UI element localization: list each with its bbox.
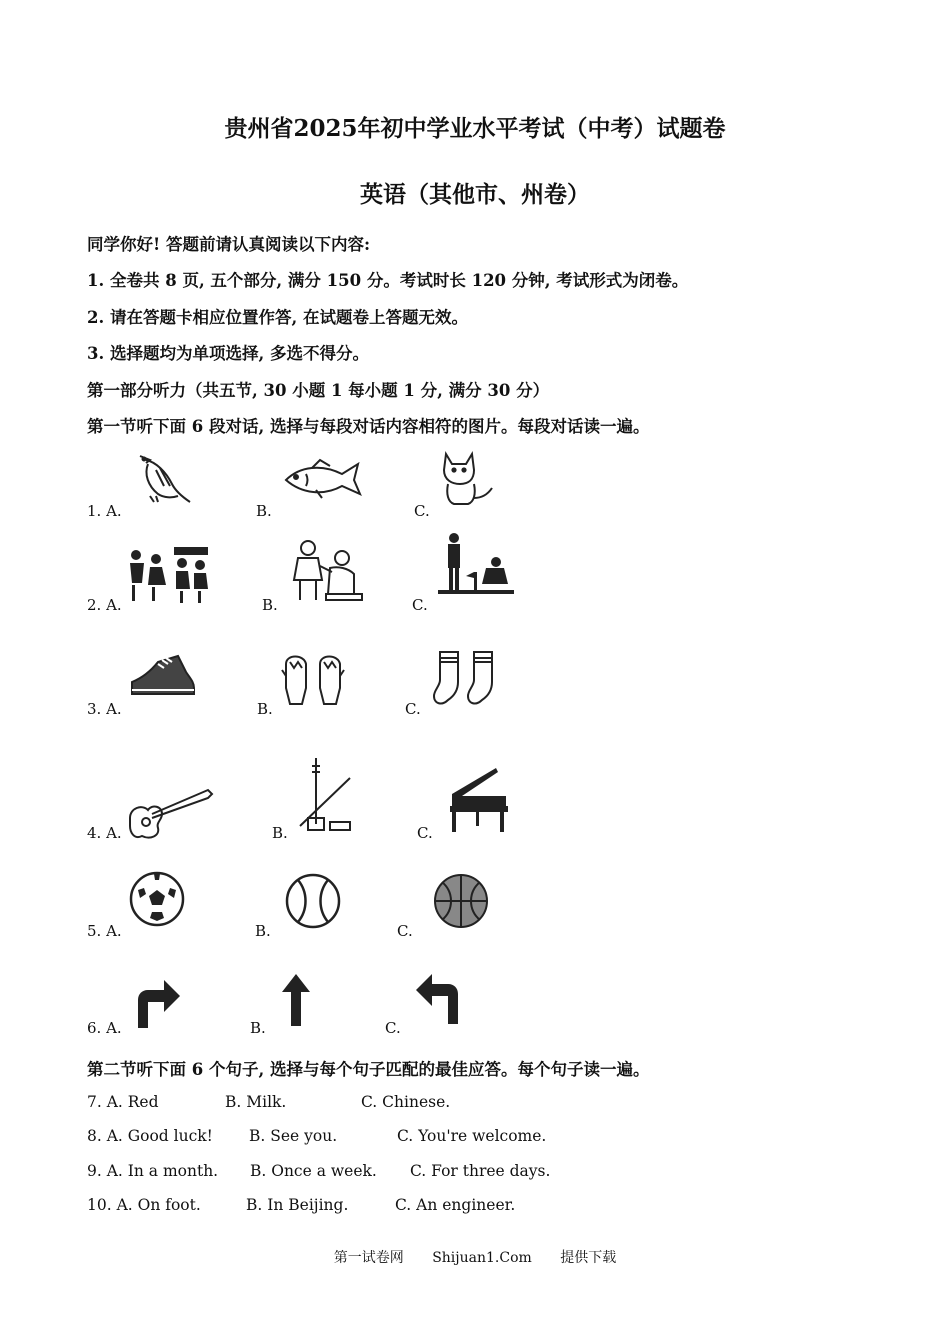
q4-label-c: C. xyxy=(417,824,433,842)
q9-option-a: 9. A. In a month. xyxy=(87,1162,219,1180)
turn-right-arrow-icon[interactable] xyxy=(134,978,182,1030)
q2-label-b: B. xyxy=(262,596,278,614)
instruction-item: 3. 选择题均为单项选择, 多选不得分。 xyxy=(87,344,369,363)
q3-label-c: C. xyxy=(405,700,421,718)
instruction-greeting: 同学你好! 答题前请认真阅读以下内容: xyxy=(87,235,371,254)
footer-site: 第一试卷网 xyxy=(333,1250,404,1266)
q9-option-b: B. Once a week. xyxy=(250,1162,377,1180)
q5-label-b: B. xyxy=(255,922,271,940)
q9-option-c: C. For three days. xyxy=(410,1162,551,1180)
bird-icon[interactable] xyxy=(132,450,192,506)
q10-option-c: C. An engineer. xyxy=(395,1196,516,1214)
baseball-icon[interactable] xyxy=(284,872,342,930)
q5-label-a: 5. A. xyxy=(87,922,122,940)
dancing-people-icon[interactable] xyxy=(126,545,212,605)
q8-option-a: 8. A. Good luck! xyxy=(87,1127,213,1145)
page-subtitle: 英语（其他市、州卷） xyxy=(360,181,590,208)
turn-left-arrow-icon[interactable] xyxy=(414,972,462,1026)
soccer-ball-icon[interactable] xyxy=(128,870,186,928)
q6-label-b: B. xyxy=(250,1019,266,1037)
page-title: 贵州省2025年初中学业水平考试（中考）试题卷 xyxy=(224,115,726,142)
q7-option-c: C. Chinese. xyxy=(361,1093,451,1111)
doctor-patient-icon[interactable] xyxy=(290,538,366,604)
instruction-item: 2. 请在答题卡相应位置作答, 在试题卷上答题无效。 xyxy=(87,308,468,327)
q1-label-b: B. xyxy=(256,502,272,520)
q5-label-c: C. xyxy=(397,922,413,940)
q6-label-c: C. xyxy=(385,1019,401,1037)
piano-icon[interactable] xyxy=(446,766,510,834)
sneaker-icon[interactable] xyxy=(128,652,198,702)
q3-label-a: 3. A. xyxy=(87,700,122,718)
footer-note: 提供下载 xyxy=(560,1250,617,1266)
q7-option-b: B. Milk. xyxy=(225,1093,287,1111)
q7-option-a: 7. A. Red xyxy=(87,1093,159,1111)
q10-option-b: B. In Beijing. xyxy=(246,1196,349,1214)
part1-heading: 第一部分听力（共五节, 30 小题 1 每小题 1 分, 满分 30 分） xyxy=(87,381,550,400)
q8-option-c: C. You're welcome. xyxy=(397,1127,547,1145)
q3-label-b: B. xyxy=(257,700,273,718)
q4-label-b: B. xyxy=(272,824,288,842)
q4-label-a: 4. A. xyxy=(87,824,122,842)
watering-plants-icon[interactable] xyxy=(436,532,516,602)
straight-arrow-icon[interactable] xyxy=(280,972,312,1028)
q8-option-b: B. See you. xyxy=(249,1127,338,1145)
q1-label-a: 1. A. xyxy=(87,502,122,520)
gloves-icon[interactable] xyxy=(280,650,348,708)
q6-label-a: 6. A. xyxy=(87,1019,122,1037)
instruction-item: 1. 全卷共 8 页, 五个部分, 满分 150 分。考试时长 120 分钟, 考试形式为闭卷。 xyxy=(87,271,689,290)
socks-icon[interactable] xyxy=(430,648,506,710)
page-footer xyxy=(0,1247,950,1267)
q2-label-c: C. xyxy=(412,596,428,614)
section1-heading: 第一节听下面 6 段对话, 选择与每段对话内容相符的图片。每段对话读一遍。 xyxy=(87,417,650,436)
q2-label-a: 2. A. xyxy=(87,596,122,614)
basketball-icon[interactable] xyxy=(432,872,490,930)
q10-option-a: 10. A. On foot. xyxy=(87,1196,201,1214)
footer-domain[interactable]: Shijuan1.Com xyxy=(432,1250,532,1266)
section2-heading: 第二节听下面 6 个句子, 选择与每个句子匹配的最佳应答。每个句子读一遍。 xyxy=(87,1060,650,1079)
erhu-icon[interactable] xyxy=(296,756,356,836)
fish-icon[interactable] xyxy=(282,458,364,502)
q1-label-c: C. xyxy=(414,502,430,520)
guitar-icon[interactable] xyxy=(124,784,216,840)
cat-icon[interactable] xyxy=(438,450,498,508)
